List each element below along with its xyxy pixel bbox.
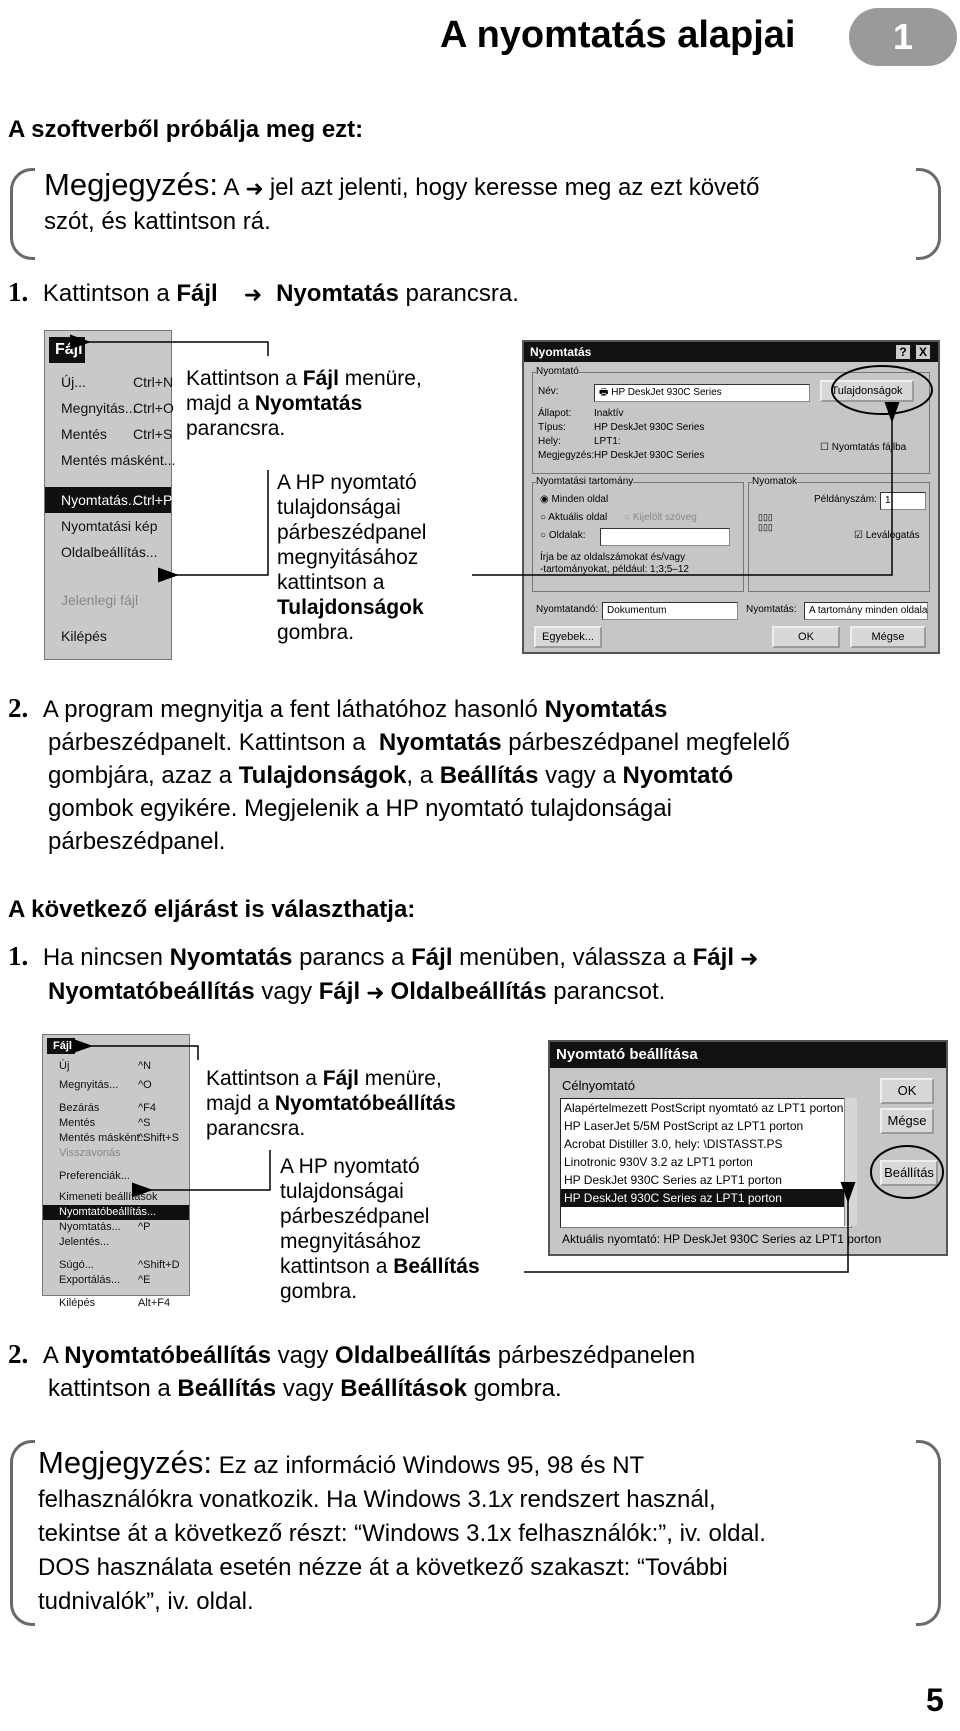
step-text: Beállítások — [340, 1375, 467, 1402]
callout-text: párbeszédpanel — [280, 1205, 430, 1228]
other-button[interactable]: Egyebek... — [534, 626, 602, 648]
section-heading: A következő eljárást is választhatja: — [8, 896, 416, 923]
note-bracket-right — [916, 1440, 941, 1626]
menu-shortcut: Ctrl+O — [133, 400, 174, 416]
printer-icon: 🖶 — [599, 387, 612, 398]
collate-checkbox[interactable]: ☑ Leválogatás — [854, 530, 920, 541]
step-text: parancsot. — [553, 978, 666, 1006]
field-label: Célnyomtató — [562, 1078, 635, 1093]
callout-line — [176, 470, 268, 575]
arrow-right-icon: ➜ — [739, 946, 759, 972]
callout-text: majd a — [186, 392, 250, 415]
menu-shortcut: Ctrl+N — [133, 374, 174, 390]
menu-shortcut: ^E — [138, 1274, 151, 1286]
note-text: rendszert használ, — [512, 1486, 716, 1513]
radio-label: Oldalak: — [548, 530, 586, 541]
callout-text: parancsra. — [206, 1117, 306, 1140]
callout-line — [150, 1150, 270, 1190]
radio-selection[interactable]: ○ Kijelölt szöveg — [624, 512, 697, 523]
field-value: HP DeskJet 930C Series — [594, 450, 705, 461]
note-text: felhasználókra vonatkozik. Ha Windows 3.1 — [38, 1486, 501, 1513]
menu-title[interactable]: Fájl — [49, 337, 85, 363]
callout-text: kattintson a — [277, 571, 385, 594]
step-text: Oldalbeállítás — [335, 1342, 492, 1369]
menu-item-label: Nyomtatás... — [61, 492, 140, 508]
field-label: Nyomtatandó: — [536, 604, 599, 615]
step-text: kattintson a — [48, 1375, 171, 1402]
help-icon[interactable]: ? — [896, 345, 910, 359]
callout-text: párbeszédpanel — [277, 521, 427, 544]
callout-text: kattintson a — [280, 1255, 388, 1278]
step-text: vagy — [261, 978, 313, 1006]
menu-shortcut: Ctrl+P — [133, 492, 173, 508]
group-label: Nyomtatási tartomány — [536, 476, 634, 487]
step-text: Beállítás — [177, 1375, 277, 1402]
note-text: x — [500, 1486, 513, 1513]
step-text: menüben, válassza a — [459, 944, 686, 971]
radio-label: Aktuális oldal — [548, 512, 608, 523]
cancel-button[interactable]: Mégse — [850, 626, 926, 648]
step-text: Nyomtatás — [276, 280, 399, 307]
list-item[interactable]: Acrobat Distiller 3.0, hely: \DISTASST.PS — [564, 1137, 783, 1151]
callout-text: menüre, — [364, 1067, 442, 1090]
field-label: Nyomtatás: — [746, 604, 797, 615]
menu-item-label: Mentés — [59, 1117, 96, 1129]
step-text: vagy a — [545, 762, 616, 789]
menu-shortcut: ^Shift+D — [138, 1259, 180, 1271]
menu-shortcut: ^P — [138, 1221, 151, 1233]
callout-text: tulajdonságai — [277, 496, 401, 519]
menu-item-label: Megnyitás... — [59, 1079, 119, 1091]
group-label: Nyomatok — [752, 476, 798, 487]
dialog-title: Nyomtatás — [530, 345, 592, 359]
menu-shortcut: ^Shift+S — [138, 1132, 179, 1144]
note-box-2 — [38, 1446, 908, 1619]
step-text: Fájl — [176, 280, 218, 307]
chapter-badge: 1 — [849, 8, 957, 66]
step-text: Kattintson a — [42, 280, 170, 307]
step-number: 1. — [8, 277, 29, 307]
menu-shortcut: ^F4 — [138, 1102, 156, 1114]
callout-text: Nyomtatás — [254, 392, 363, 415]
step-text: Nyomtató — [622, 762, 734, 789]
menu-item-label: Új... — [61, 374, 86, 390]
note-text: jel azt jelenti, hogy keresse meg az ezt követő — [269, 174, 760, 201]
highlight-circle — [871, 1146, 943, 1198]
menu-item-label: Exportálás... — [59, 1274, 121, 1286]
field-label: Példányszám: — [814, 494, 877, 505]
menu-item-label: Jelenlegi fájl — [61, 592, 139, 608]
step-text: parancs a — [299, 944, 405, 971]
callout-line — [90, 1046, 198, 1060]
note-text: szót, és kattintson rá. — [44, 208, 271, 236]
step-text: Fájl — [692, 944, 734, 971]
step-text: A program megnyitja a fent láthatóhoz hasonló — [42, 696, 538, 723]
list-item[interactable]: Alapértelmezett PostScript nyomtató az LPT1 porton — [564, 1101, 844, 1115]
field-value: LPT1: — [594, 436, 621, 447]
callout-text: menüre, — [344, 367, 422, 390]
menu-title[interactable]: Fájl — [47, 1038, 75, 1054]
step-number: 2. — [8, 1339, 29, 1369]
callout-text: gombra. — [277, 621, 355, 644]
ok-button[interactable]: OK — [880, 1078, 934, 1104]
step-text: Oldalbeállítás — [390, 978, 547, 1006]
arrow-right-icon: ➜ — [243, 282, 263, 308]
note-text: A — [223, 174, 240, 201]
callout-text: Fájl — [322, 1067, 359, 1090]
radio-current[interactable]: ○ Aktuális oldal — [540, 512, 608, 523]
cancel-button[interactable]: Mégse — [880, 1108, 934, 1134]
step-text: Nyomtatóbeállítás — [64, 1342, 271, 1369]
menu-shortcut: Alt+F4 — [138, 1297, 171, 1309]
step-text: gombok egyikére. Megjelenik a HP nyomtató tulajdonságai — [48, 795, 672, 822]
menu-item-label: Kimeneti beállítások — [59, 1191, 158, 1203]
menu-item-label: Nyomtatási kép — [61, 518, 158, 534]
field-value: HP DeskJet 930C Series — [594, 422, 705, 433]
step-text: Beállítás — [439, 762, 539, 789]
field-value: Inaktív — [594, 408, 624, 419]
step-text: vagy — [277, 1342, 329, 1369]
callout-text: Beállítás — [393, 1255, 480, 1278]
callout-text: Kattintson a — [206, 1067, 317, 1090]
step-text: Tulajdonságok — [238, 762, 407, 789]
note-text: DOS használata esetén nézze át a következő szakaszt: “További — [38, 1554, 728, 1581]
current-printer-text: Aktuális nyomtató: HP DeskJet 930C Series az LPT1 porton — [562, 1232, 882, 1246]
callout-line — [472, 420, 892, 575]
menu-item-label: Kilépés — [59, 1297, 96, 1309]
step-text: párbeszédpanel megfelelő — [508, 729, 790, 756]
hint-text: -tartományokat, például: 1;3;5–12 — [540, 564, 689, 575]
select-value: HP DeskJet 930C Series — [611, 387, 722, 398]
list-item[interactable]: HP DeskJet 930C Series az LPT1 porton — [564, 1173, 782, 1187]
callout-text: megnyitásához — [280, 1230, 422, 1253]
section-heading: A szoftverből próbálja meg ezt: — [8, 116, 364, 143]
step-text: , a — [406, 762, 434, 789]
stepper-value: 1 — [885, 495, 891, 506]
ok-button[interactable]: OK — [772, 626, 840, 648]
step-text: párbeszédpanelt. Kattintson a — [48, 729, 366, 756]
list-item[interactable]: Linotronic 930V 3.2 az LPT1 porton — [564, 1155, 753, 1169]
arrow-right-icon: ➜ — [245, 176, 264, 202]
properties-button[interactable]: Tulajdonságok — [820, 380, 914, 402]
menu-shortcut: Ctrl+S — [133, 426, 173, 442]
step-text: Fájl — [318, 978, 361, 1006]
field-label: Megjegyzés: — [538, 450, 595, 461]
callout-text: gombra. — [280, 1280, 358, 1303]
menu-item-label: Preferenciák... — [59, 1170, 130, 1182]
step-number: 2. — [8, 693, 29, 723]
menu-item-label: Visszavonás — [59, 1147, 121, 1159]
radio-all[interactable]: ◉ Minden oldal — [540, 494, 609, 505]
step-text: Nyomtatás — [544, 696, 668, 723]
menu-shortcut: ^N — [138, 1060, 152, 1072]
select-value: Dokumentum — [607, 605, 667, 616]
menu-item-label: Oldalbeállítás... — [61, 544, 158, 560]
menu-item-label: Jelentés... — [59, 1236, 110, 1248]
step-text: Nyomtatóbeállítás — [48, 978, 255, 1006]
step-text: gombjára, azaz a — [48, 762, 233, 789]
collate-pages-icon: ▯▯▯ ▯▯▯ — [758, 512, 773, 532]
callout-text: Fájl — [302, 367, 339, 390]
field-label: Név: — [538, 386, 559, 397]
menu-item-label: Kilépés — [61, 628, 107, 644]
callout-text: tulajdonságai — [280, 1180, 404, 1203]
step-text: Nyomtatás — [378, 729, 502, 756]
callout-text: Nyomtatóbeállítás — [274, 1092, 456, 1115]
page-title: A nyomtatás alapjai — [440, 14, 796, 56]
step-text: Nyomtatás — [169, 944, 293, 971]
callout-line — [88, 342, 268, 356]
setup-button[interactable]: Beállítás — [880, 1160, 938, 1186]
step-text: gombra. — [473, 1375, 562, 1402]
note-label: Megjegyzés: — [38, 1445, 213, 1480]
group-label: Nyomtató — [536, 366, 579, 377]
menu-shortcut: ^S — [138, 1117, 151, 1129]
checkbox-label: Nyomtatás fájlba — [831, 442, 907, 453]
menu-item-label: Nyomtatás... — [59, 1221, 121, 1233]
callout-text: A HP nyomtató — [277, 471, 417, 494]
note-bracket-left — [10, 1440, 35, 1626]
checkbox-label: Leválogatás — [865, 530, 920, 541]
radio-label: Minden oldal — [551, 494, 609, 505]
menu-item-label: Mentés másként... — [59, 1132, 149, 1144]
menu-item-label: Súgó... — [59, 1259, 94, 1271]
step-text: vagy — [282, 1375, 334, 1402]
close-icon[interactable]: X — [916, 345, 930, 359]
callout-text: Tulajdonságok — [277, 596, 424, 619]
print-to-file-checkbox[interactable]: ☐ Nyomtatás fájlba — [820, 442, 907, 453]
step-text: A — [42, 1342, 58, 1369]
menu-item-label: Megnyitás... — [61, 400, 137, 416]
callout-text: majd a — [206, 1092, 270, 1115]
note-text: tudnivalók”, iv. oldal. — [38, 1588, 254, 1615]
menu-item-label: Bezárás — [59, 1102, 100, 1114]
step-text: párbeszédpanel. — [48, 828, 226, 855]
callout-text: megnyitásához — [277, 546, 419, 569]
step-text: Fájl — [411, 944, 453, 971]
radio-label: Kijelölt szöveg — [632, 512, 697, 523]
menu-item-label: Mentés — [61, 426, 107, 442]
field-label: Hely: — [538, 436, 561, 447]
field-label: Típus: — [538, 422, 566, 433]
step-text: parancsra. — [405, 280, 519, 307]
arrow-right-icon: ➜ — [366, 980, 385, 1006]
menu-shortcut: ^O — [138, 1079, 152, 1091]
callout-text: parancsra. — [186, 417, 286, 440]
list-item-selected[interactable]: HP DeskJet 930C Series az LPT1 porton — [561, 1189, 851, 1207]
step-number: 1. — [8, 941, 29, 971]
field-label: Állapot: — [538, 408, 572, 419]
menu-item-label: Új — [59, 1060, 70, 1072]
callout-text: A HP nyomtató — [280, 1155, 420, 1178]
hint-text: Írja be az oldalszámokat és/vagy — [540, 552, 686, 563]
note-label: Megjegyzés: — [44, 167, 219, 202]
list-item[interactable]: HP LaserJet 5/5M PostScript az LPT1 porton — [564, 1119, 804, 1133]
radio-pages[interactable]: ○ Oldalak: — [540, 530, 586, 541]
callout-line — [524, 1200, 848, 1272]
note-text: Ez az információ Windows 95, 98 és NT — [218, 1452, 645, 1479]
step-alt-2 — [8, 1338, 948, 1405]
dialog-title: Nyomtató beállítása — [556, 1046, 698, 1063]
step-text: párbeszédpanelen — [497, 1342, 696, 1369]
callout-text: Kattintson a — [186, 367, 297, 390]
menu-item-label: Mentés másként... — [61, 452, 176, 468]
page-number: 5 — [926, 1682, 944, 1718]
note-text: tekintse át a következő részt: “Windows 3.1x felhasználók:”, iv. oldal. — [38, 1520, 766, 1547]
highlight-circle — [832, 366, 932, 414]
step-text: Ha nincsen — [42, 944, 163, 971]
select-value: A tartomány minden oldala — [809, 605, 928, 616]
menu-item-label: Nyomtatóbeállítás... — [59, 1206, 157, 1218]
